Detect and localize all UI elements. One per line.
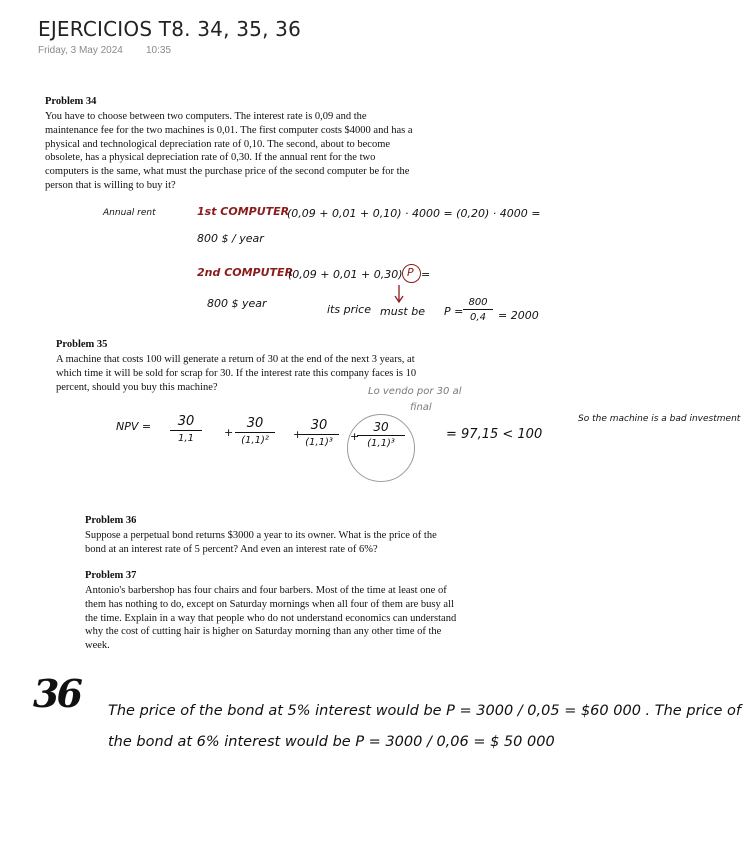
answer-36-line-2: the bond at 6% interest would be P = 3000 / 0,06 = $ 50 000 (108, 734, 555, 750)
text-line: A machine that costs 100 will generate a return of 30 at the end of the next 3 years, at (56, 354, 415, 365)
fraction-numerator: 30 (177, 414, 195, 429)
text-line: which time it will be sold for scrap for 30. If the interest rate this company faces is 10 (56, 367, 417, 379)
text-line: You have to choose between two computers. The interest rate is 0,09 and the (45, 111, 367, 122)
investment-conclusion: So the machine is a bad investment (578, 414, 741, 424)
p-equals: P = (444, 305, 464, 318)
answer-36-number: 36 (33, 671, 80, 716)
fraction-numerator: 30 (310, 418, 328, 433)
first-computer-result: 800 $ / year (197, 232, 264, 245)
lo-vendo-note: Lo vendo por 30 al (368, 386, 462, 397)
plus-sign: + (224, 426, 234, 439)
text-line: Suppose a perpetual bond returns $3000 a year to its owner. What is the price of the (85, 530, 437, 541)
page-date: Friday, 3 May 2024 (38, 45, 123, 56)
fraction-denominator: (1,1)³ (305, 437, 333, 448)
fraction-denominator: 0,4 (470, 312, 486, 323)
problem-35-text (56, 353, 416, 394)
problem-37-text (85, 584, 456, 653)
down-arrow-icon (392, 285, 412, 307)
problem-34-heading: Problem 34 (45, 96, 97, 107)
price-fraction (463, 297, 493, 323)
fraction-denominator: 1,1 (178, 433, 194, 444)
text-line: the time. Explain in a way that people who do not understand economics can understand (85, 612, 457, 624)
second-computer-p: P (407, 266, 414, 279)
npv-term-4 (357, 420, 405, 449)
first-computer-expression: (0,09 + 0,01 + 0,10) · 4000 = (0,20) · 4000 = (287, 207, 541, 220)
problem-34-text (45, 110, 413, 193)
problem-35-heading: Problem 35 (56, 339, 108, 350)
fraction-numerator: 30 (373, 420, 389, 434)
plus-sign: + (293, 428, 303, 441)
text-line: them has nothing to do, except on Saturday mornings when all four of them are busy all (85, 598, 454, 610)
price-result: = 2000 (498, 309, 539, 322)
second-computer-label: 2nd COMPUTER (197, 266, 294, 279)
plus-sign: + (350, 430, 360, 443)
text-line: maintenance fee for the two machines is 0,01. The first computer costs $4000 and has a (45, 124, 413, 136)
text-line: why the cost of cutting hair is higher on Saturday morning than any other time of the (85, 626, 442, 638)
text-line: obsolete, has a physical depreciation rate of 0,30. If the annual rent for the two (45, 152, 376, 164)
npv-term-3 (299, 418, 339, 448)
must-be-note: must be (380, 305, 425, 318)
text-line: week. (85, 640, 110, 652)
text-line: Antonio's barbershop has four chairs and four barbers. Most of the time at least one of (85, 585, 447, 596)
text-line: bond at an interest rate of 5 percent? And even an interest rate of 6%? (85, 543, 378, 555)
page-time: 10:35 (146, 45, 172, 56)
text-line: computers is the same, what must the purchase price of the second computer be for the (45, 166, 410, 178)
problem-36-heading: Problem 36 (85, 515, 137, 526)
problem-37-heading: Problem 37 (85, 570, 137, 581)
fraction-denominator: (1,1)³ (367, 438, 395, 449)
its-price-note: its price (327, 303, 371, 316)
page-title: EJERCICIOS T8. 34, 35, 36 (38, 17, 302, 41)
npv-term-1 (170, 414, 202, 444)
npv-result: = 97,15 < 100 (446, 427, 543, 442)
annual-rent-note: Annual rent (103, 208, 156, 218)
final-note: final (410, 402, 432, 413)
npv-label: NPV = (116, 420, 152, 433)
second-computer-expression: (0,09 + 0,01 + 0,30) (288, 268, 403, 281)
npv-term-2 (235, 416, 275, 446)
fraction-numerator: 800 (468, 297, 488, 308)
fraction-numerator: 30 (246, 416, 264, 431)
text-line: physical and technological depreciation rate of 0,10. The second, about to become (45, 138, 391, 150)
first-computer-label: 1st COMPUTER (197, 205, 290, 218)
fraction-denominator: (1,1)² (241, 435, 269, 446)
second-computer-eq: = (421, 268, 431, 281)
text-line: percent, should you buy this machine? (56, 381, 218, 393)
answer-36-line-1: The price of the bond at 5% interest would be P = 3000 / 0,05 = $60 000 . The price of (108, 703, 741, 719)
text-line: person that is willing to buy it? (45, 179, 176, 191)
problem-36-text (85, 529, 437, 557)
second-computer-result: 800 $ year (207, 297, 267, 310)
